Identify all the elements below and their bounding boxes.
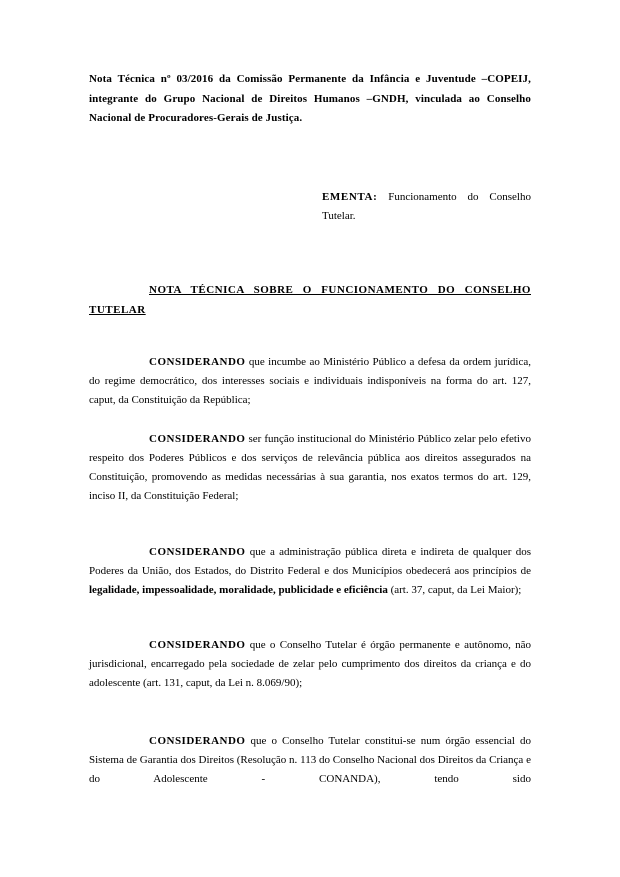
- document-title: NOTA TÉCNICA SOBRE O FUNCIONAMENTO DO CONSELHO TUTELAR: [89, 284, 531, 316]
- paragraph-text: ser função institucional do Ministério Público zelar pelo efetivo respeito dos Poderes Públicos e dos serviços de relevância pública aos direitos assegurados na Constituição, promovendo as medidas necessárias à sua garantia, nos exatos termos do art. 129, inciso II, da Constituição Federal;: [89, 433, 531, 502]
- paragraph-text: que o Conselho Tutelar é órgão permanente e autônomo, não jurisdicional, encarregado pela sociedade de zelar pelo cumprimento dos direitos da criança e do adolescente (art. 131, caput, da Lei n. 8.069/90);: [89, 639, 531, 689]
- paragraph-lead: CONSIDERANDO: [149, 433, 246, 445]
- paragraph-lead: CONSIDERANDO: [149, 546, 246, 558]
- ementa-label: EMENTA:: [322, 191, 378, 203]
- ementa-text: Funcionamento do Conselho Tutelar.: [322, 191, 531, 222]
- paragraph-lead: CONSIDERANDO: [149, 639, 246, 651]
- paragraph-lead: CONSIDERANDO: [149, 356, 246, 368]
- paragraph-text-end: (art. 37, caput, da Lei Maior);: [387, 584, 522, 596]
- principles-emphasis: legalidade, impessoalidade, moralidade, publicidade e eficiência: [89, 584, 388, 596]
- paragraph-text: que o Conselho Tutelar constitui-se num órgão essencial do Sistema de Garantia dos Direitos (Resolução n. 113 do Conselho Nacional dos Direitos da Criança e do Adolescente - CONANDA), tendo sido: [89, 735, 531, 785]
- considerando-paragraph-1: [89, 353, 531, 410]
- considerando-paragraph-4: [89, 636, 531, 693]
- ementa-block: [322, 188, 531, 226]
- considerando-paragraph-2: [89, 430, 531, 506]
- considerando-paragraph-3: [89, 543, 531, 600]
- ementa-spacer: [377, 191, 388, 203]
- paragraph-text: que a administração pública direta e indireta de qualquer dos Poderes da União, dos Estados, do Distrito Federal e dos Municípios obedecerá aos princípios de: [89, 546, 531, 577]
- considerando-paragraph-5: [89, 732, 531, 789]
- document-heading: Nota Técnica nº 03/2016 da Comissão Permanente da Infância e Juventude –COPEIJ, integrante do Grupo Nacional de Direitos Humanos –GNDH, vinculada ao Conselho Nacional de Procuradores-Gerais de Justiça.: [89, 73, 531, 124]
- paragraph-text: que incumbe ao Ministério Público a defesa da ordem jurídica, do regime democrático, dos interesses sociais e individuais indisponíveis na forma do art. 127, caput, da Constituição da República;: [89, 356, 531, 406]
- paragraph-lead: CONSIDERANDO: [149, 735, 246, 747]
